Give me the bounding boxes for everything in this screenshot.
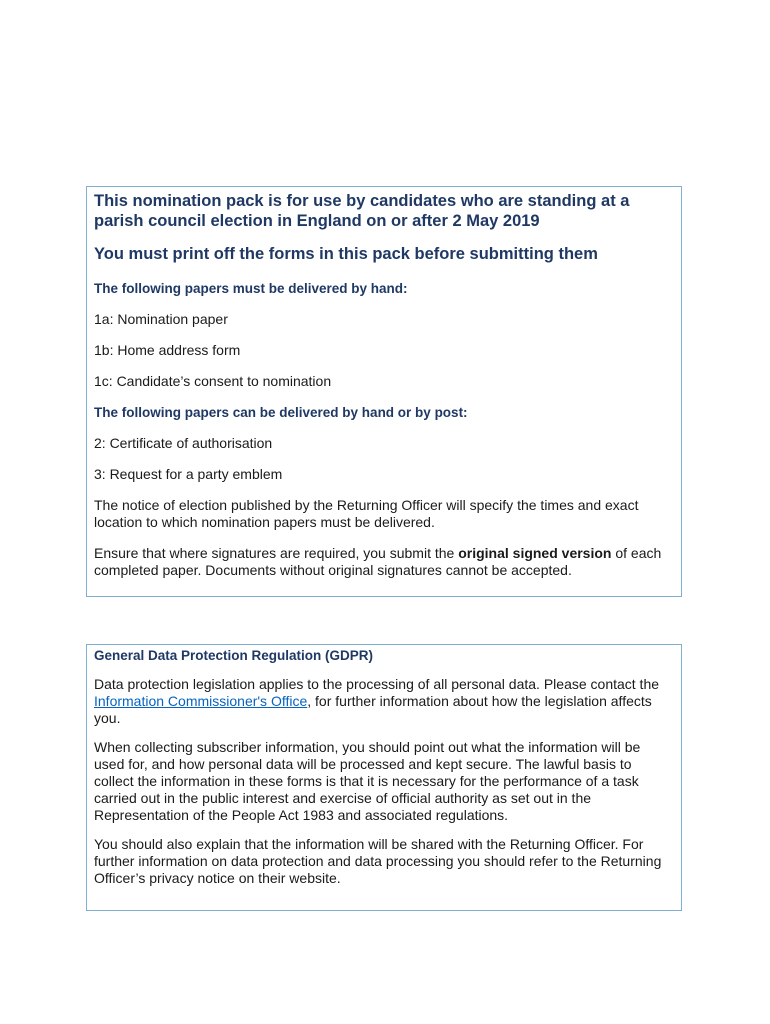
- list-item-consent-to-nomination: 1c: Candidate’s consent to nomination: [94, 373, 332, 389]
- gdpr-paragraph-1: [94, 676, 674, 727]
- notice-of-election-text: The notice of election published by the Returning Officer will specify the times and exact location to which nomination papers must be delivered.: [94, 497, 639, 530]
- hand-or-post-heading: The following papers can be delivered by hand or by post:: [94, 405, 468, 420]
- gdpr-box: [86, 644, 682, 911]
- gdpr-p1-before: Data protection legislation applies to the processing of all personal data. Please contact the: [94, 676, 660, 692]
- gdpr-heading: General Data Protection Regulation (GDPR): [94, 648, 374, 663]
- list-item-certificate-of-authorisation: 2: Certificate of authorisation: [94, 435, 273, 451]
- by-hand-heading: The following papers must be delivered by hand:: [94, 281, 408, 296]
- signatures-text-after: of each completed paper. Documents without original signatures cannot be accepted.: [94, 545, 662, 578]
- list-item-nomination-paper: 1a: Nomination paper: [94, 311, 228, 327]
- gdpr-paragraph-2: When collecting subscriber information, you should point out what the information will be used for, and how personal data will be processed and kept secure. The lawful basis to collect the information in these forms is that it is necessary for the performance of a task carried out in the public interest and exercise of official authority as set out in the Representation of the People Act 1983 and associated regulations.: [94, 739, 641, 823]
- gdpr-paragraph-3: You should also explain that the information will be shared with the Returning Officer. For further information on data protection and data processing you should refer to the Returning Officer’s privacy notice on their website.: [94, 836, 662, 886]
- nomination-pack-box: [86, 186, 682, 597]
- pack-title: This nomination pack is for use by candidates who are standing at a parish council election in England on or after 2 May 2019: [94, 192, 630, 230]
- list-item-home-address-form: 1b: Home address form: [94, 342, 241, 358]
- signatures-text-before: Ensure that where signatures are required, you submit the: [94, 545, 459, 561]
- signatures-text: [94, 545, 674, 579]
- original-signed-version-emphasis: original signed version: [458, 545, 612, 561]
- list-item-party-emblem-request: 3: Request for a party emblem: [94, 466, 283, 482]
- gdpr-p1-after: , for further information about how the legislation affects you.: [94, 693, 652, 726]
- print-notice: You must print off the forms in this pack before submitting them: [94, 245, 598, 263]
- ico-link[interactable]: Information Commissioner's Office: [94, 693, 308, 709]
